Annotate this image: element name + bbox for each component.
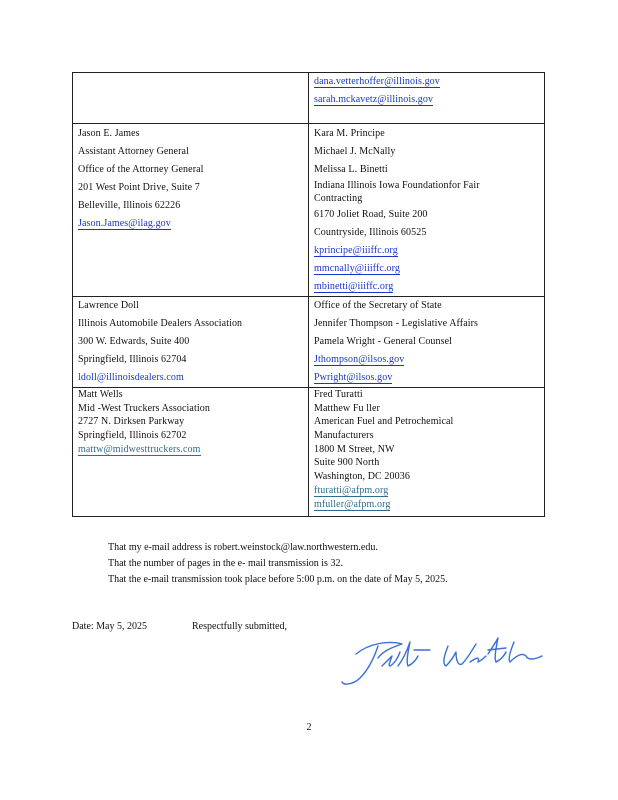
signature-stroke: [470, 656, 486, 662]
contact-line: Office of the Attorney General: [78, 164, 204, 175]
contact-line: Pamela Wright - General Counsel: [314, 336, 453, 347]
service-cell-right: [309, 124, 545, 297]
service-cell-right: [309, 73, 545, 124]
contact-line: 300 W. Edwards, Suite 400: [78, 336, 190, 347]
email-link[interactable]: mmcnally@iiiffc.org: [314, 263, 401, 274]
email-link[interactable]: Jason.James@ilag.gov: [78, 218, 171, 229]
signature-stroke: [398, 642, 418, 666]
contact-line: 6170 Joliet Road, Suite 200: [314, 209, 428, 220]
signature-stroke: [488, 648, 506, 650]
page-number: 2: [306, 722, 312, 733]
email-link[interactable]: dana.vetterhoffer@illinois.gov: [314, 76, 440, 87]
table-row: [73, 388, 545, 517]
contact-line: Manufacturers: [314, 430, 374, 442]
email-link[interactable]: Pwright@ilsos.gov: [314, 372, 393, 383]
service-cell-left: [73, 297, 309, 388]
service-cell-right: [309, 388, 545, 517]
contact-line: Contracting: [314, 193, 363, 204]
service-cell-left: [73, 388, 309, 517]
email-link[interactable]: Jthompson@ilsos.gov: [314, 354, 405, 365]
contact-line: Lawrence Doll: [78, 300, 139, 311]
contact-line: 2727 N. Dirksen Parkway: [78, 416, 185, 428]
table-row: [73, 124, 545, 297]
service-list-table: [72, 72, 545, 517]
service-cell-right: [309, 297, 545, 388]
certification-line: That the number of pages in the e- mail transmission is 32.: [108, 558, 343, 569]
email-link[interactable]: fturatti@afpm.org: [314, 484, 389, 496]
date-text: Date: May 5, 2025: [72, 621, 147, 632]
contact-line: Countryside, Illinois 60525: [314, 227, 427, 238]
signature-stroke: [444, 644, 476, 666]
contact-line: Melissa L. Binetti: [314, 164, 388, 175]
contact-line: Assistant Attorney General: [78, 146, 189, 157]
contact-line: Springfield, Illinois 62702: [78, 430, 187, 442]
contact-line: 1800 M Street, NW: [314, 443, 395, 455]
contact-line: Illinois Automobile Dealers Association: [78, 318, 243, 329]
email-link[interactable]: sarah.mckavetz@illinois.gov: [314, 94, 434, 105]
contact-line: Matthew Fu ller: [314, 402, 380, 414]
contact-line: Fred Turatti: [314, 389, 363, 400]
contact-line: Kara M. Principe: [314, 128, 385, 139]
table-row: [73, 297, 545, 388]
contact-line: American Fuel and Petrochemical: [314, 416, 454, 428]
contact-line: Jason E. James: [78, 128, 140, 139]
date-line: [72, 621, 287, 632]
email-link[interactable]: mbinetti@iiiffc.org: [314, 281, 394, 292]
contact-line: Jennifer Thompson - Legislative Affairs: [314, 318, 479, 329]
email-link[interactable]: kprincipe@iiiffc.org: [314, 245, 398, 256]
service-cell-left: [73, 73, 309, 124]
signature-icon: [338, 632, 548, 692]
contact-line: Michael J. McNally: [314, 146, 396, 157]
contact-line: Suite 900 North: [314, 457, 380, 469]
contact-line: Springfield, Illinois 62704: [78, 354, 187, 365]
contact-line: Washington, DC 20036: [314, 471, 410, 483]
contact-line: Mid -West Truckers Association: [78, 402, 210, 414]
contact-line: Matt Wells: [78, 389, 123, 400]
email-link[interactable]: mfuller@afpm.org: [314, 498, 391, 510]
email-link[interactable]: ldoll@illinoisdealers.com: [78, 372, 184, 383]
certification-line: That my e-mail address is robert.weinstock@law.northwestern.edu.: [108, 542, 378, 553]
email-link[interactable]: mattw@midwesttruckers.com: [78, 443, 201, 455]
table-row: [73, 73, 545, 124]
signature-stroke: [509, 642, 542, 662]
contact-line: Belleville, Illinois 62226: [78, 200, 181, 211]
service-cell-left: [73, 124, 309, 297]
certification-block: [108, 540, 448, 588]
signature-stroke: [382, 652, 400, 666]
contact-line: Office of the Secretary of State: [314, 300, 442, 311]
signature-stroke: [356, 642, 402, 658]
contact-line: Indiana Illinois Iowa Foundationfor Fair: [314, 180, 480, 191]
respectfully-submitted: Respectfully submitted,: [192, 621, 287, 632]
contact-line: 201 West Point Drive, Suite 7: [78, 182, 200, 193]
certification-line: That the e-mail transmission took place before 5:00 p.m. on the date of May 5, 2025.: [108, 574, 448, 585]
